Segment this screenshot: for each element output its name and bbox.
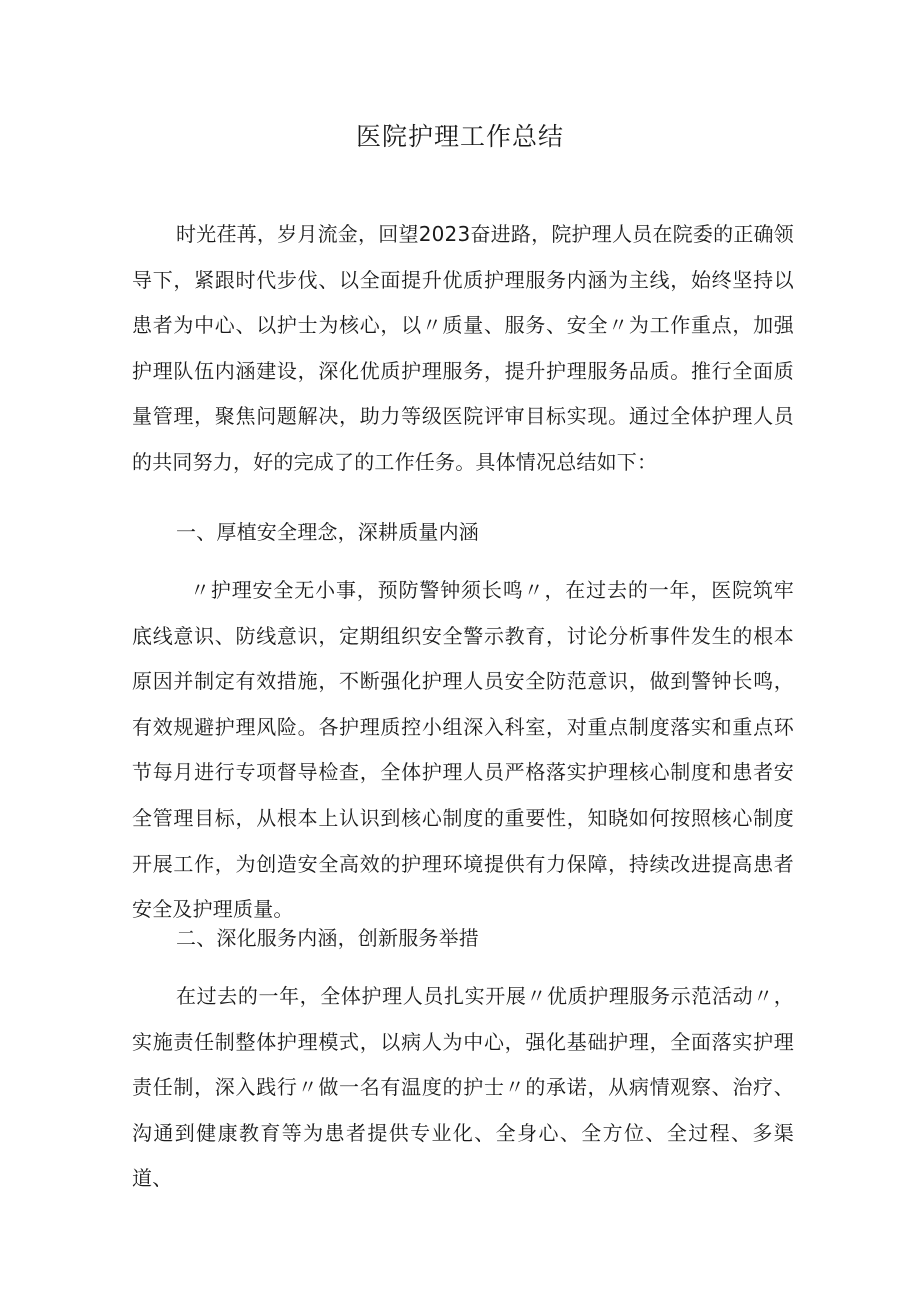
safety-paragraph: 〃护理安全无小事，预防警钟须长鸣〃，在过去的一年，医院筑牢底线意识、防线意识，定期组织安全警示教育，讨论分析事件发生的根本原因并制定有效措施，不断强化护理人员安全防范意识，做到警钟长鸣，有效规避护理风险。各护理质控小组深入科室，对重点制度落实和重点环节每月进行专项督导检查，全体护理人员严格落实护理核心制度和患者安全管理目标，从根本上认识到核心制度的重要性，知晓如何按照核心制度开展工作，为创造安全高效的护理环境提供有力保障，持续改进提高患者安全及护理质量。 bbox=[132, 578, 794, 922]
document-title: 医院护理工作总结 bbox=[355, 122, 564, 151]
section-heading-service: 二、深化服务内涵，创新服务举措 bbox=[176, 926, 479, 950]
intro-paragraph: 时光荏苒，岁月流金，回望2023奋进路，院护理人员在院委的正确领导下，紧跟时代步伐、以全面提升优质护理服务内涵为主线，始终坚持以患者为中心、以护士为核心，以〃质量、服务、安全〃为工作重点，加强护理队伍内涵建设，深化优质护理服务，提升护理服务品质。推行全面质量管理，聚焦问题解决，助力等级医院评审目标实现。通过全体护理人员的共同努力，好的完成了的工作任务。具体情况总结如下： bbox=[132, 222, 794, 474]
service-paragraph: 在过去的一年，全体护理人员扎实开展〃优质护理服务示范活动〃，实施责任制整体护理模式，以病人为中心，强化基础护理，全面落实护理责任制，深入践行〃做一名有温度的护士〃的承诺，从病情观察、治疗、沟通到健康教育等为患者提供专业化、全身心、全方位、全过程、多渠道、 bbox=[132, 984, 794, 1191]
section-heading-safety: 一、厚植安全理念，深耕质量内涵 bbox=[176, 520, 479, 544]
